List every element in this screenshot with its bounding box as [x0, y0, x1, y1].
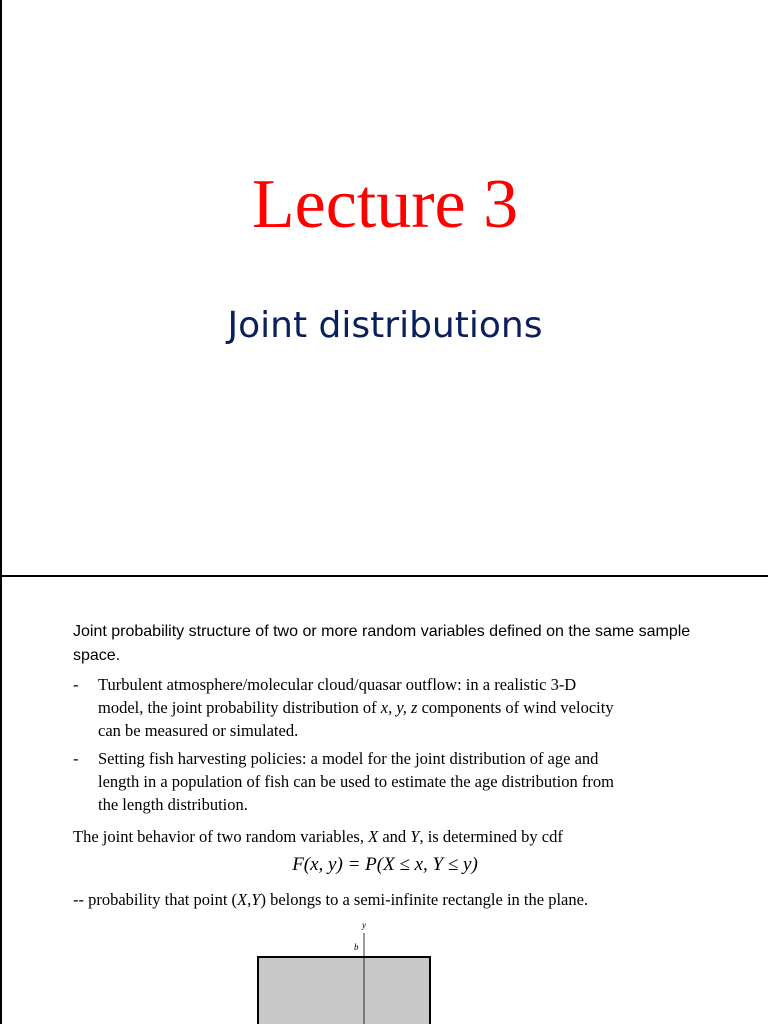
probability-text: -- probability that point (X,Y) belongs to a semi-infinite rectangle in the plane. [73, 890, 589, 909]
bullet-line: Setting fish harvesting policies: a model for the joint distribution of age and [98, 749, 599, 768]
lecture-title: Lecture 3 [251, 166, 519, 243]
bullet-line: Turbulent atmosphere/molecular cloud/quasar outflow: in a realistic 3-D [98, 675, 577, 694]
content-slide [0, 577, 768, 1024]
var-y: Y [410, 827, 420, 846]
lecture-subtitle: Joint distributions [227, 305, 543, 346]
wind-vars: x, y, z [380, 698, 418, 717]
cdf-formula: F(x, y) = P(X ≤ x, Y ≤ y) [292, 854, 478, 875]
bullet-line-with-vars: model, the joint probability distribution of x, y, z components of wind velocity [98, 698, 614, 717]
b-label: b [354, 942, 359, 952]
rectangle-diagram [242, 917, 442, 1024]
bullet-line: length in a population of fish can be used to estimate the age distribution from [98, 772, 614, 791]
joint-behavior-text: The joint behavior of two random variables, X and Y, is determined by cdf [73, 827, 563, 846]
intro-paragraph: Joint probability structure of two or more random variables defined on the same sample space. [73, 623, 691, 664]
y-axis-label: y [362, 920, 366, 930]
bullet-line: the length distribution. [98, 795, 248, 814]
prob-vars: X,Y [237, 890, 261, 909]
var-x: X [368, 827, 379, 846]
bullet-line: can be measured or simulated. [98, 721, 299, 740]
semi-infinite-rectangle [258, 957, 430, 1024]
bullet-dash: - [73, 749, 79, 768]
bullet-dash: - [73, 675, 79, 694]
